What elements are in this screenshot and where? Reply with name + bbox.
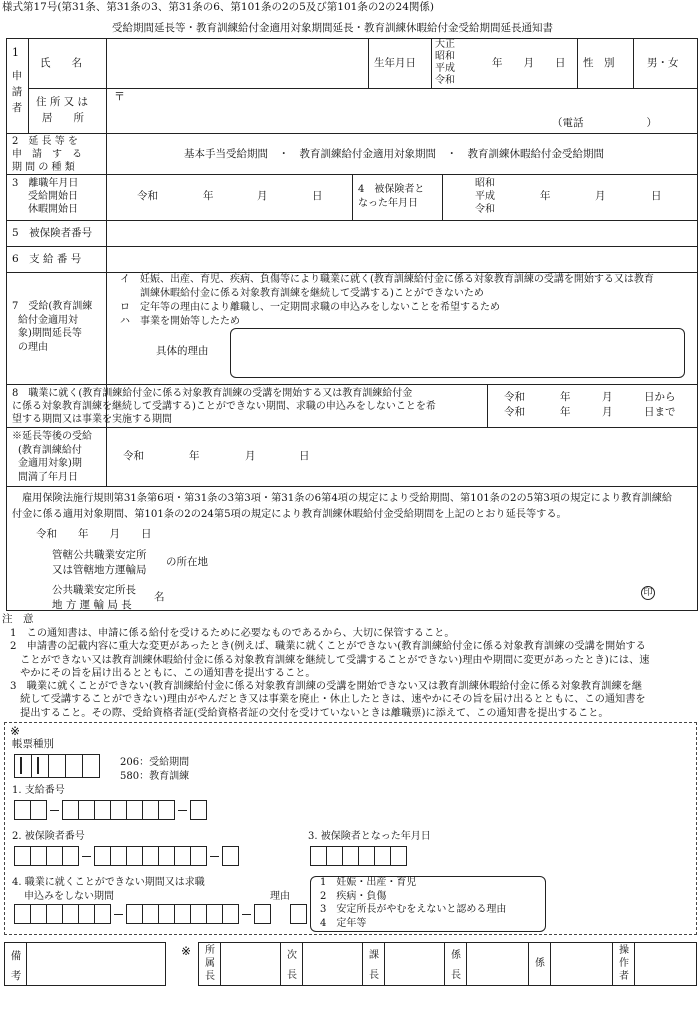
insured-date-field[interactable]: 昭和 平成 令和 年 月 日: [475, 178, 662, 215]
approval-stamp-director[interactable]: [221, 943, 279, 985]
approval-label-unit-chief: 係 長: [451, 950, 461, 981]
approval-label-operator: 操 作 者: [619, 945, 629, 982]
birth-date-label: 生年月日: [374, 57, 416, 69]
notice-text: 雇用保険法施行規則第31条第6項・第31条の3第3項・第31条の6第4項の規定により受給期間、第101条の2の5第3項の規定により教育訓練給 付金に係る適用対象期間、第101条の2の24第5項の規定により教育訓練休暇給付金受給期間を上記のとおり延長等する。: [12, 493, 673, 520]
notes-heading: 注 意: [2, 613, 34, 625]
birth-era-options[interactable]: 大正 昭和 平成 令和: [435, 39, 455, 86]
office-label: 管轄公共職業安定所 又は管轄地方運輸局: [52, 549, 147, 576]
notice-date: 令和 年 月 日: [36, 528, 152, 540]
name-field[interactable]: [107, 39, 367, 87]
payment-number-caption: 1. 支給番号: [12, 785, 65, 796]
chief-label: 公共職業安定所長 地 方 運 輸 局 長: [52, 584, 136, 611]
remarks-label: 備 考: [10, 950, 22, 982]
approval-label-staff: 係: [535, 958, 545, 969]
form-title: 受給期間延長等・教育訓練給付金適用対象期間延長・教育訓練休暇給付金受給期間延長通知書: [112, 22, 553, 34]
approval-stamp-unit-chief[interactable]: [467, 943, 527, 985]
separation-date-field[interactable]: 令和 年 月 日: [137, 190, 323, 202]
approval-stamp-section-chief[interactable]: [385, 943, 443, 985]
unable-period-field[interactable]: 令和 年 月 日から 令和 年 月 日まで: [504, 391, 676, 418]
name-label: 氏 名: [40, 57, 82, 69]
seal-icon: 印: [641, 586, 655, 600]
address-label-1: 住 所 又 は: [36, 96, 89, 108]
period-type-options[interactable]: 基本手当受給期間 ・ 教育訓練給付金適用対象期間 ・ 教育訓練休暇給付金受給期間: [184, 148, 604, 160]
insured-date-label: 4 被保険者と なった年月日: [358, 184, 425, 209]
reason-caption: 理由: [270, 891, 290, 902]
form-type-label: 帳票種別: [12, 738, 54, 750]
form-type-options: 206：受給期間 580：教育訓練: [120, 757, 190, 782]
approval-stamp-operator[interactable]: [635, 943, 696, 985]
payment-number-label: 6 支 給 番 号: [12, 253, 82, 265]
extension-reason-label: 7 受給(教育訓練 給付金適用対 象)期間延長等 の理由: [12, 301, 93, 353]
notes-list: 1 この通知書は、申請に係る給付を受けるために必要なものであるから、大切に保管すること。 2 申請書の記載内容に重大な変更があったとき(例えば、職業に就くことができない(教育訓練給付金に係る対象教育訓練の受講を開始する ことができない又は教育訓練休暇給付金に係る対象教育訓練を継続して受講することができない)理由や期間に変更があったとき)には、速 やかにその旨を届け出るとともに、この通知書を提出すること。 3 職業に就くことができない(教育訓練給付金に係る対象教育訓練の受講を開始できない又は教育訓練休暇給付金に係る対象教育訓練を継 続して受講することができない)理由がやんだとき又は事業を廃止・休止したときは、速やかにその旨を届け出るとともに、この通知書を 提出すること。その際、受給資格者証(受給資格者証の交付を受けていないときは離職票)に添えて、この通知書を提出すること。: [10, 628, 650, 719]
approval-label-deputy: 次 長: [287, 950, 297, 981]
detail-reason-field[interactable]: [230, 328, 685, 378]
insured-number-caption: 2. 被保険者番号: [12, 831, 85, 842]
form-number: 様式第17号(第31条、第31条の3、第31条の6、第101条の2の5及び第101条の2の24関係): [2, 1, 434, 13]
payment-number-field[interactable]: [107, 247, 697, 271]
sex-options[interactable]: 男・女: [647, 57, 679, 69]
office-address-suffix: の所在地: [166, 556, 208, 568]
birth-date-ymd[interactable]: 年 月 日: [492, 57, 566, 69]
reason-options[interactable]: 1 妊娠・出産・育児 2 疾病・負傷 3 安定所長がやむをえないと認める理由 4 定年等: [320, 877, 507, 929]
expiry-date-field[interactable]: 令和 年 月 日: [123, 450, 310, 462]
approval-mark: ※: [181, 944, 192, 958]
approval-label-section-chief: 課 長: [369, 950, 379, 981]
unable-period-caption-2: 申込みをしない期間: [24, 891, 114, 902]
period-type-label: 2 延 長 等 を 申 請 す る 期 間 の 種 類: [12, 136, 82, 173]
unable-period-caption-1: 4. 職業に就くことができない期間又は求職: [12, 877, 205, 888]
insured-number-label: 5 被保険者番号: [12, 227, 93, 239]
insured-date-caption: 3. 被保険者となった年月日: [308, 831, 431, 842]
sex-label: 性 別: [583, 57, 615, 69]
applicant-label: 申 請 者: [11, 70, 23, 114]
address-label-2: 居 所: [42, 112, 84, 124]
approval-stamp-deputy[interactable]: [303, 943, 361, 985]
expiry-date-label: ※延長等後の受給 (教育訓練給付 金適用対象)期 間満了年月日: [12, 431, 92, 483]
extension-reason-options[interactable]: イ 妊娠、出産、育児、疾病、負傷等により職業に就く(教育訓練給付金に係る対象教育訓練の受講を開始する又は教育 訓練休暇給付金に係る対象教育訓練を継続して受講する)ことができないため ロ 定年等の理由により離職し、一定期間求職の申込みをしないことを希望するため ハ 事業を開始等したため: [120, 274, 654, 327]
phone-label[interactable]: （電話 ）: [552, 117, 657, 129]
approval-label-director: 所 属 長: [205, 945, 215, 982]
row1-number: 1: [12, 46, 19, 59]
chief-name-suffix: 名: [154, 591, 165, 603]
postal-mark: 〒: [114, 90, 125, 103]
remarks-field[interactable]: [27, 943, 165, 985]
unable-period-label: 8 職業に就く(教育訓練給付金に係る対象教育訓練の受講を開始する又は教育訓練給付金 に係る対象教育訓練を継続して受講する)ことができない期間、求職の申込みをしないことを希 望する期間又は事業を実施する期間: [12, 388, 436, 425]
detail-reason-label: 具体的理由: [156, 345, 209, 357]
insured-number-field[interactable]: [107, 221, 697, 245]
office-use-mark: ※: [10, 724, 21, 738]
separation-date-label: 3 離職年月日 受給開始日 休暇開始日: [12, 178, 79, 215]
approval-stamp-staff[interactable]: [551, 943, 611, 985]
